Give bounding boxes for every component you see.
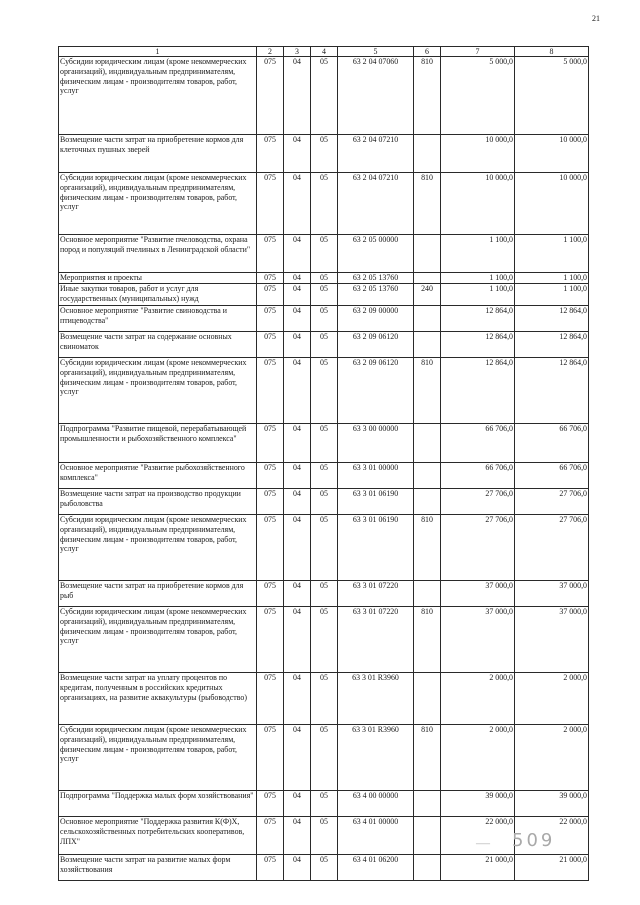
row-section-cell: 04 — [284, 173, 311, 235]
row-chapter-cell: 075 — [257, 581, 284, 607]
row-amount-col8-cell: 21 000,0 — [515, 855, 589, 881]
row-expense-type-cell: 810 — [414, 57, 441, 135]
row-subsection-cell: 05 — [311, 273, 338, 284]
row-amount-col8-cell: 1 100,0 — [515, 273, 589, 284]
table-row — [59, 725, 589, 791]
row-amount-col8-cell: 1 100,0 — [515, 235, 589, 273]
row-name-cell: Возмещение части затрат на производство продукции рыболовства — [59, 489, 257, 515]
header-col-4: 4 — [311, 47, 338, 57]
row-chapter-cell: 075 — [257, 332, 284, 358]
row-subsection-cell: 05 — [311, 581, 338, 607]
row-section-cell: 04 — [284, 332, 311, 358]
row-section-cell: 04 — [284, 515, 311, 581]
row-amount-col7-cell: 5 000,0 — [441, 57, 515, 135]
row-section-cell: 04 — [284, 57, 311, 135]
row-amount-col8-cell: 2 000,0 — [515, 725, 589, 791]
row-subsection-cell: 05 — [311, 284, 338, 306]
table-row — [59, 273, 589, 284]
table-row — [59, 332, 589, 358]
row-amount-col8-cell: 22 000,0 — [515, 817, 589, 855]
table-row — [59, 306, 589, 332]
row-amount-col7-cell: 2 000,0 — [441, 725, 515, 791]
header-col-1: 1 — [59, 47, 257, 57]
row-expense-type-cell — [414, 489, 441, 515]
row-expense-type-cell — [414, 581, 441, 607]
header-col-2: 2 — [257, 47, 284, 57]
row-name-cell: Подпрограмма "Поддержка малых форм хозяйствования" — [59, 791, 257, 817]
row-chapter-cell: 075 — [257, 235, 284, 273]
row-subsection-cell: 05 — [311, 607, 338, 673]
row-amount-col7-cell: 27 706,0 — [441, 515, 515, 581]
row-section-cell: 04 — [284, 817, 311, 855]
table-row — [59, 817, 589, 855]
row-name-cell: Субсидии юридическим лицам (кроме некоммерческих организаций), индивидуальным предпринимателям, физическим лицам - производителям товаров, работ, услуг — [59, 173, 257, 235]
row-section-cell: 04 — [284, 791, 311, 817]
header-col-3: 3 — [284, 47, 311, 57]
table-row — [59, 607, 589, 673]
row-chapter-cell: 075 — [257, 284, 284, 306]
row-chapter-cell: 075 — [257, 135, 284, 173]
archive-stamp-dash: — — [476, 836, 491, 851]
row-chapter-cell: 075 — [257, 791, 284, 817]
row-section-cell: 04 — [284, 284, 311, 306]
row-target-code-cell: 63 2 09 00000 — [338, 306, 414, 332]
row-amount-col8-cell: 66 706,0 — [515, 463, 589, 489]
row-target-code-cell: 63 3 01 00000 — [338, 463, 414, 489]
row-amount-col8-cell: 10 000,0 — [515, 173, 589, 235]
row-expense-type-cell — [414, 855, 441, 881]
row-name-cell: Субсидии юридическим лицам (кроме некоммерческих организаций), индивидуальным предпринимателям, физическим лицам - производителям товаров, работ, услуг — [59, 57, 257, 135]
row-target-code-cell: 63 2 05 13760 — [338, 273, 414, 284]
row-amount-col7-cell: 1 100,0 — [441, 284, 515, 306]
table-row — [59, 358, 589, 424]
row-name-cell: Возмещение части затрат на содержание основных свиноматок — [59, 332, 257, 358]
row-chapter-cell: 075 — [257, 515, 284, 581]
row-expense-type-cell: 810 — [414, 358, 441, 424]
row-amount-col8-cell: 37 000,0 — [515, 607, 589, 673]
row-target-code-cell: 63 2 09 06120 — [338, 358, 414, 424]
row-subsection-cell: 05 — [311, 173, 338, 235]
row-section-cell: 04 — [284, 463, 311, 489]
row-name-cell: Основное мероприятие "Развитие свиноводства и птицеводства" — [59, 306, 257, 332]
row-subsection-cell: 05 — [311, 57, 338, 135]
row-chapter-cell: 075 — [257, 463, 284, 489]
row-amount-col8-cell: 66 706,0 — [515, 424, 589, 463]
row-amount-col7-cell: 27 706,0 — [441, 489, 515, 515]
row-subsection-cell: 05 — [311, 673, 338, 725]
row-name-cell: Возмещение части затрат на приобретение кормов для рыб — [59, 581, 257, 607]
row-amount-col8-cell: 27 706,0 — [515, 515, 589, 581]
row-expense-type-cell — [414, 332, 441, 358]
row-target-code-cell: 63 3 01 06190 — [338, 489, 414, 515]
row-subsection-cell: 05 — [311, 855, 338, 881]
row-subsection-cell: 05 — [311, 235, 338, 273]
row-amount-col7-cell: 1 100,0 — [441, 235, 515, 273]
row-amount-col7-cell: 12 864,0 — [441, 332, 515, 358]
row-chapter-cell: 075 — [257, 489, 284, 515]
row-subsection-cell: 05 — [311, 725, 338, 791]
row-subsection-cell: 05 — [311, 463, 338, 489]
row-target-code-cell: 63 2 05 13760 — [338, 284, 414, 306]
table-row — [59, 673, 589, 725]
row-chapter-cell: 075 — [257, 855, 284, 881]
row-amount-col7-cell: 10 000,0 — [441, 173, 515, 235]
row-expense-type-cell: 810 — [414, 607, 441, 673]
row-chapter-cell: 075 — [257, 358, 284, 424]
row-name-cell: Возмещение части затрат на развитие малых форм хозяйствования — [59, 855, 257, 881]
row-target-code-cell: 63 3 01 R3960 — [338, 725, 414, 791]
archive-stamp-number: 509 — [512, 830, 556, 851]
row-amount-col7-cell: 22 000,0 — [441, 817, 515, 855]
row-subsection-cell: 05 — [311, 424, 338, 463]
row-expense-type-cell — [414, 306, 441, 332]
page-number: 21 — [592, 14, 600, 23]
row-expense-type-cell: 810 — [414, 173, 441, 235]
row-section-cell: 04 — [284, 306, 311, 332]
table-row — [59, 235, 589, 273]
row-amount-col8-cell: 12 864,0 — [515, 358, 589, 424]
header-col-8: 8 — [515, 47, 589, 57]
table-row — [59, 489, 589, 515]
row-amount-col7-cell: 66 706,0 — [441, 424, 515, 463]
row-section-cell: 04 — [284, 135, 311, 173]
row-subsection-cell: 05 — [311, 791, 338, 817]
row-target-code-cell: 63 3 01 07220 — [338, 581, 414, 607]
header-col-5: 5 — [338, 47, 414, 57]
row-section-cell: 04 — [284, 489, 311, 515]
row-amount-col7-cell: 12 864,0 — [441, 358, 515, 424]
row-amount-col8-cell: 39 000,0 — [515, 791, 589, 817]
row-expense-type-cell: 810 — [414, 725, 441, 791]
row-amount-col8-cell: 27 706,0 — [515, 489, 589, 515]
row-name-cell: Субсидии юридическим лицам (кроме некоммерческих организаций), индивидуальным предпринимателям, физическим лицам - производителям товаров, работ, услуг — [59, 515, 257, 581]
row-chapter-cell: 075 — [257, 57, 284, 135]
row-expense-type-cell — [414, 673, 441, 725]
row-chapter-cell: 075 — [257, 673, 284, 725]
row-chapter-cell: 075 — [257, 273, 284, 284]
row-amount-col8-cell: 5 000,0 — [515, 57, 589, 135]
row-name-cell: Субсидии юридическим лицам (кроме некоммерческих организаций), индивидуальным предпринимателям, физическим лицам - производителям товаров, работ, услуг — [59, 725, 257, 791]
row-section-cell: 04 — [284, 424, 311, 463]
row-expense-type-cell — [414, 273, 441, 284]
row-amount-col8-cell: 10 000,0 — [515, 135, 589, 173]
row-target-code-cell: 63 4 01 06200 — [338, 855, 414, 881]
row-expense-type-cell — [414, 463, 441, 489]
row-target-code-cell: 63 3 01 07220 — [338, 607, 414, 673]
table-row — [59, 173, 589, 235]
table-row — [59, 581, 589, 607]
row-name-cell: Подпрограмма "Развитие пищевой, перерабатывающей промышленности и рыбохозяйственного комплекса" — [59, 424, 257, 463]
table-row — [59, 515, 589, 581]
row-amount-col8-cell: 12 864,0 — [515, 306, 589, 332]
row-target-code-cell: 63 2 09 06120 — [338, 332, 414, 358]
table-row — [59, 57, 589, 135]
row-chapter-cell: 075 — [257, 173, 284, 235]
row-target-code-cell: 63 4 00 00000 — [338, 791, 414, 817]
row-subsection-cell: 05 — [311, 817, 338, 855]
row-amount-col7-cell: 10 000,0 — [441, 135, 515, 173]
row-chapter-cell: 075 — [257, 607, 284, 673]
row-name-cell: Основное мероприятие "Поддержка развития К(Ф)Х, сельскохозяйственных потребительских кооперативов, ЛПХ" — [59, 817, 257, 855]
row-name-cell: Возмещение части затрат на уплату процентов по кредитам, полученным в российских кредитных организациях, на развитие аквакультуры (рыбоводство) — [59, 673, 257, 725]
row-amount-col7-cell: 66 706,0 — [441, 463, 515, 489]
row-amount-col8-cell: 12 864,0 — [515, 332, 589, 358]
row-name-cell: Возмещение части затрат на приобретение кормов для клеточных пушных зверей — [59, 135, 257, 173]
row-target-code-cell: 63 3 01 R3960 — [338, 673, 414, 725]
table-row — [59, 463, 589, 489]
row-amount-col7-cell: 1 100,0 — [441, 273, 515, 284]
row-name-cell: Основное мероприятие "Развитие рыбохозяйственного комплекса" — [59, 463, 257, 489]
table-row — [59, 855, 589, 881]
row-chapter-cell: 075 — [257, 725, 284, 791]
row-expense-type-cell — [414, 424, 441, 463]
row-section-cell: 04 — [284, 673, 311, 725]
row-expense-type-cell: 810 — [414, 515, 441, 581]
row-name-cell: Субсидии юридическим лицам (кроме некоммерческих организаций), индивидуальным предпринимателям, физическим лицам - производителям товаров, работ, услуг — [59, 358, 257, 424]
row-section-cell: 04 — [284, 358, 311, 424]
row-section-cell: 04 — [284, 855, 311, 881]
header-row — [59, 47, 589, 57]
row-subsection-cell: 05 — [311, 135, 338, 173]
budget-table — [58, 46, 589, 881]
row-section-cell: 04 — [284, 725, 311, 791]
row-name-cell: Иные закупки товаров, работ и услуг для государственных (муниципальных) нужд — [59, 284, 257, 306]
row-chapter-cell: 075 — [257, 306, 284, 332]
row-amount-col8-cell: 2 000,0 — [515, 673, 589, 725]
row-name-cell: Основное мероприятие "Развитие пчеловодства, охрана пород и популяций пчелиных в Ленинградской области" — [59, 235, 257, 273]
row-target-code-cell: 63 2 05 00000 — [338, 235, 414, 273]
row-section-cell: 04 — [284, 581, 311, 607]
header-col-6: 6 — [414, 47, 441, 57]
row-target-code-cell: 63 3 01 06190 — [338, 515, 414, 581]
row-expense-type-cell — [414, 235, 441, 273]
table-row — [59, 284, 589, 306]
row-expense-type-cell — [414, 817, 441, 855]
row-target-code-cell: 63 3 00 00000 — [338, 424, 414, 463]
row-subsection-cell: 05 — [311, 515, 338, 581]
row-amount-col7-cell: 39 000,0 — [441, 791, 515, 817]
row-name-cell: Мероприятия и проекты — [59, 273, 257, 284]
table-row — [59, 791, 589, 817]
table-row — [59, 424, 589, 463]
row-amount-col8-cell: 1 100,0 — [515, 284, 589, 306]
row-section-cell: 04 — [284, 607, 311, 673]
row-target-code-cell: 63 2 04 07210 — [338, 173, 414, 235]
header-col-7: 7 — [441, 47, 515, 57]
row-expense-type-cell — [414, 135, 441, 173]
row-subsection-cell: 05 — [311, 332, 338, 358]
row-amount-col7-cell: 21 000,0 — [441, 855, 515, 881]
row-chapter-cell: 075 — [257, 817, 284, 855]
table-row — [59, 135, 589, 173]
row-target-code-cell: 63 2 04 07060 — [338, 57, 414, 135]
row-name-cell: Субсидии юридическим лицам (кроме некоммерческих организаций), индивидуальным предпринимателям, физическим лицам - производителям товаров, работ, услуг — [59, 607, 257, 673]
row-subsection-cell: 05 — [311, 489, 338, 515]
row-expense-type-cell: 240 — [414, 284, 441, 306]
row-amount-col7-cell: 2 000,0 — [441, 673, 515, 725]
row-section-cell: 04 — [284, 235, 311, 273]
row-subsection-cell: 05 — [311, 358, 338, 424]
row-amount-col8-cell: 37 000,0 — [515, 581, 589, 607]
row-section-cell: 04 — [284, 273, 311, 284]
row-amount-col7-cell: 37 000,0 — [441, 607, 515, 673]
row-target-code-cell: 63 2 04 07210 — [338, 135, 414, 173]
row-target-code-cell: 63 4 01 00000 — [338, 817, 414, 855]
row-expense-type-cell — [414, 791, 441, 817]
row-chapter-cell: 075 — [257, 424, 284, 463]
row-amount-col7-cell: 12 864,0 — [441, 306, 515, 332]
row-subsection-cell: 05 — [311, 306, 338, 332]
row-amount-col7-cell: 37 000,0 — [441, 581, 515, 607]
